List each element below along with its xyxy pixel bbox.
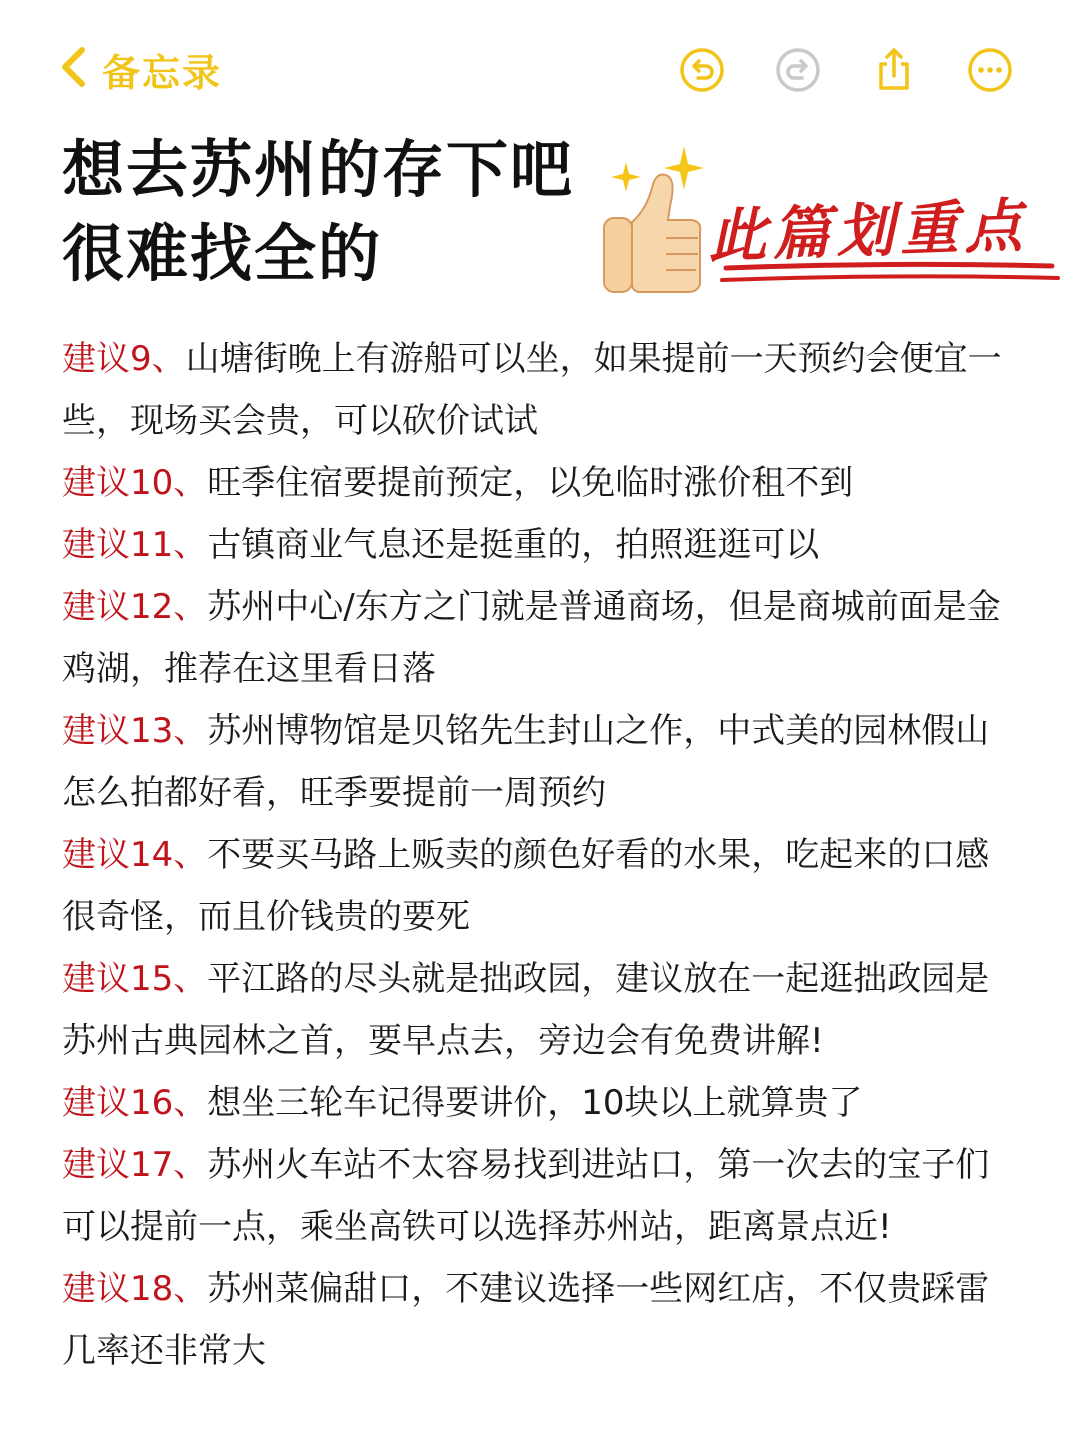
tip-label: 建议15、: [62, 959, 208, 999]
note-body: [62, 328, 1022, 1382]
note-title: [62, 128, 622, 296]
tip-text: 平江路的尽头就是拙政园，建议放在一起逛拙政园是苏州古典园林之首，要早点去，旁边会有免费讲解!: [62, 959, 990, 1061]
tip-label: 建议14、: [62, 835, 208, 875]
navigation-bar: [0, 0, 1080, 130]
list-item: [62, 576, 1022, 700]
list-item: [62, 824, 1022, 948]
note-title-line: 想去苏州的存下吧: [62, 133, 575, 206]
tip-label: 建议18、: [62, 1269, 208, 1309]
tip-label: 建议10、: [62, 463, 208, 503]
redo-icon: [774, 46, 822, 94]
list-item: [62, 452, 1022, 514]
list-item: [62, 700, 1022, 824]
list-item: [62, 328, 1022, 452]
note-title-line: 很难找全的: [62, 217, 383, 290]
more-icon: [966, 46, 1014, 94]
tip-label: 建议12、: [62, 587, 208, 627]
list-item: [62, 514, 1022, 576]
tip-text: 苏州火车站不太容易找到进站口，第一次去的宝子们可以提前一点，乘坐高铁可以选择苏州站，距离景点近!: [62, 1145, 990, 1247]
back-label: 备忘录: [102, 50, 223, 95]
tip-text: 山塘街晚上有游船可以坐，如果提前一天预约会便宜一些，现场买会贵，可以砍价试试: [62, 339, 1002, 441]
tip-label: 建议11、: [62, 525, 208, 565]
share-icon: [870, 46, 918, 94]
tip-text: 苏州菜偏甜口，不建议选择一些网红店，不仅贵踩雷几率还非常大: [62, 1269, 990, 1371]
tip-label: 建议17、: [62, 1145, 208, 1185]
undo-icon: [678, 46, 726, 94]
undo-button[interactable]: [678, 46, 726, 94]
tip-label: 建议9、: [62, 339, 186, 379]
tip-label: 建议13、: [62, 711, 208, 751]
back-button[interactable]: [58, 44, 222, 94]
more-button[interactable]: [966, 46, 1014, 94]
list-item: [62, 1072, 1022, 1134]
chevron-left-icon: [58, 46, 88, 92]
tip-text: 不要买马路上贩卖的颜色好看的水果，吃起来的口感很奇怪，而且价钱贵的要死: [62, 835, 990, 937]
share-button[interactable]: [870, 46, 918, 94]
tip-text: 想坐三轮车记得要讲价，10块以上就算贵了: [207, 1083, 863, 1123]
list-item: [62, 1258, 1022, 1382]
redo-button[interactable]: [774, 46, 822, 94]
list-item: [62, 948, 1022, 1072]
tip-label: 建议16、: [62, 1083, 208, 1123]
list-item: [62, 1134, 1022, 1258]
tip-text: 古镇商业气息还是挺重的，拍照逛逛可以: [207, 525, 820, 565]
tip-text: 旺季住宿要提前预定，以免临时涨价租不到: [207, 463, 854, 503]
sticker-text: 此篇划重点: [707, 191, 1030, 271]
thumbs-up-icon: [604, 175, 700, 293]
highlight-sticker: [598, 140, 1068, 300]
tip-text: 苏州博物馆是贝铭先生封山之作，中式美的园林假山怎么拍都好看，旺季要提前一周预约: [62, 711, 990, 813]
tip-text: 苏州中心/东方之门就是普通商场，但是商城前面是金鸡湖，推荐在这里看日落: [62, 587, 1001, 689]
